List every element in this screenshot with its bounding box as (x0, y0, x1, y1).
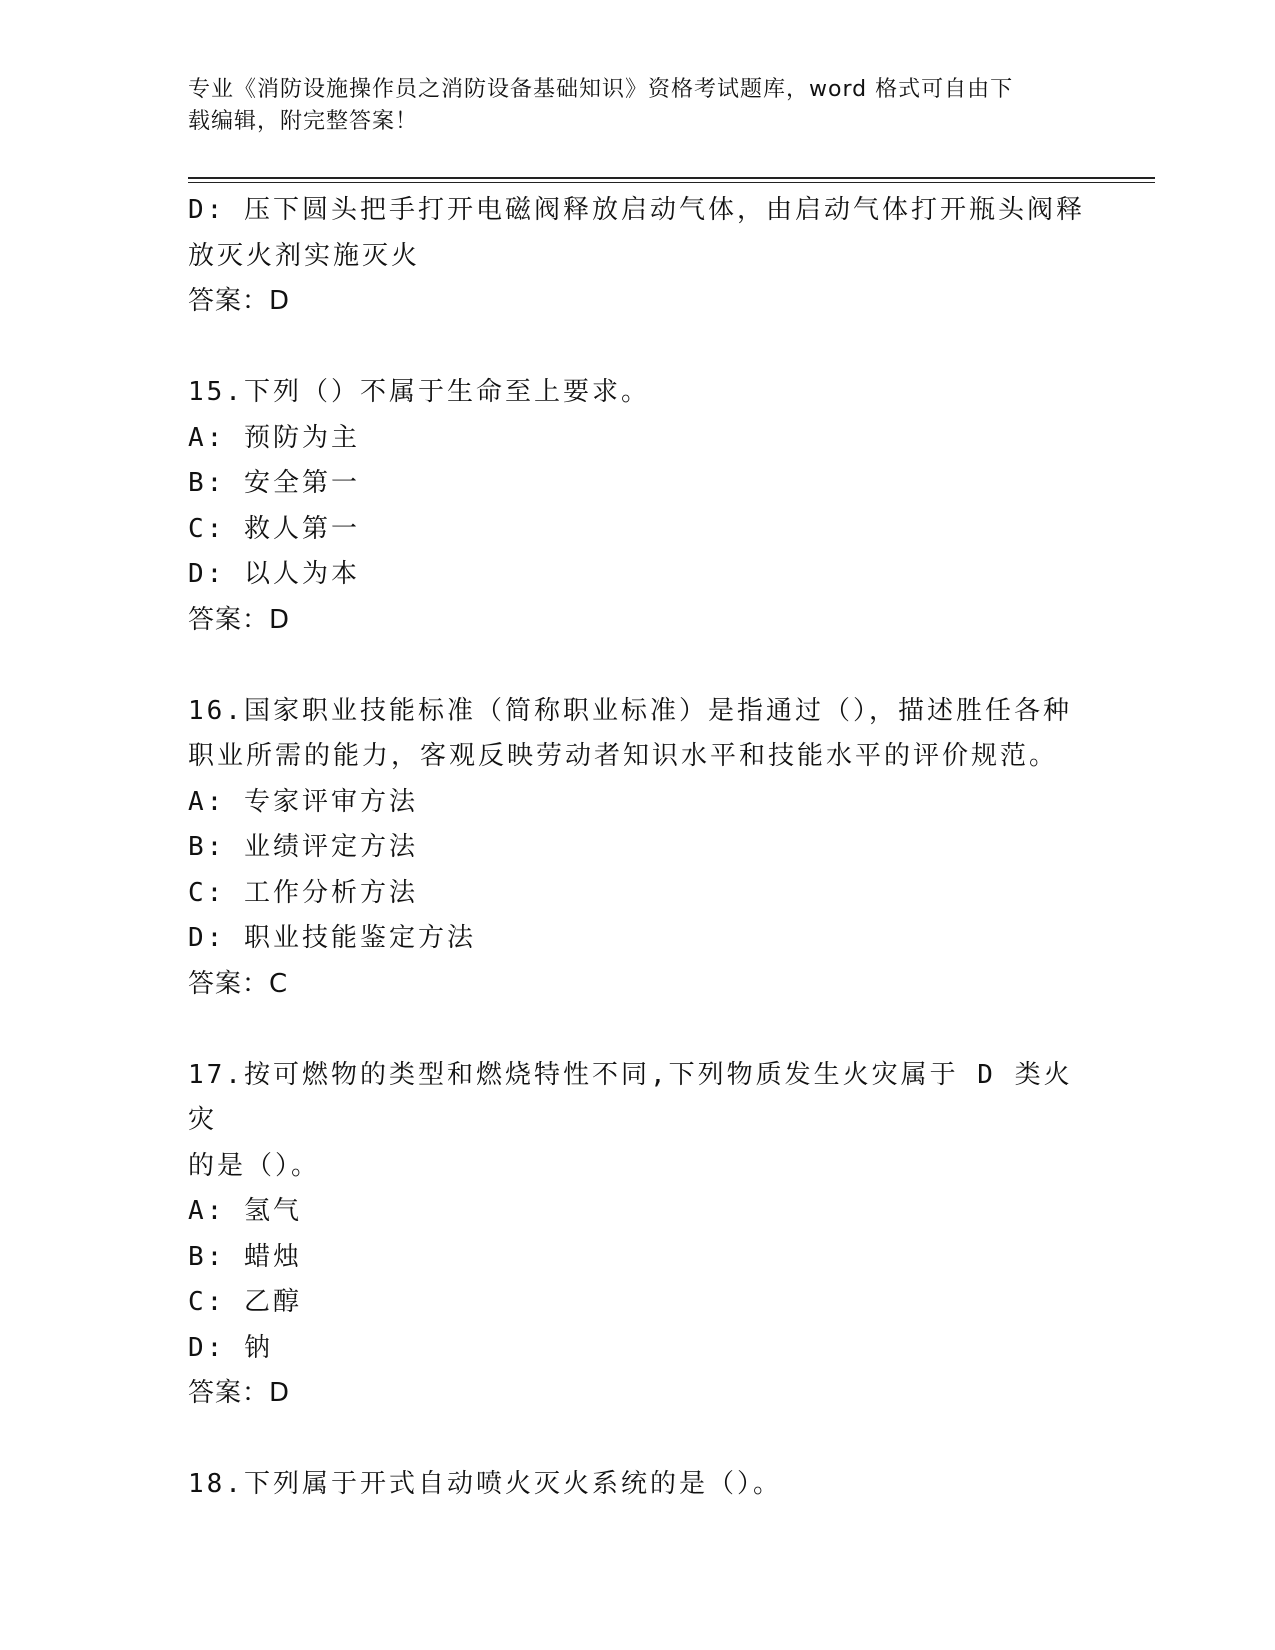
option-a: A: 氢气 (188, 1196, 302, 1226)
option-d: D: 钠 (188, 1332, 273, 1363)
spacer (188, 325, 1088, 371)
question-17 (188, 1053, 1088, 1417)
question-15 (188, 370, 1088, 643)
option-a: A: 预防为主 (188, 422, 360, 453)
spacer (188, 1417, 1088, 1463)
header-divider-thick (188, 177, 1155, 179)
question-stem-line-2: 的是（）。 (188, 1150, 321, 1181)
question-fragment (188, 188, 1088, 325)
header-divider-thin (188, 182, 1155, 183)
spacer (188, 643, 1088, 689)
answer-line: 答案：D (188, 286, 291, 316)
option-b: B: 蜡烛 (188, 1241, 302, 1272)
question-list (188, 188, 1088, 1508)
question-stem: 18.下列属于开式自动喷火灭火系统的是（）。 (188, 1469, 782, 1499)
question-18 (188, 1462, 1088, 1508)
question-stem-line-1: 17.按可燃物的类型和燃烧特性不同,下列物质发生火灾属于 D 类火灾 (188, 1059, 1073, 1135)
header-title-line-2: 载编辑，附完整答案！ (188, 109, 419, 134)
option-b: B: 安全第一 (188, 468, 360, 498)
answer-line: 答案：D (188, 604, 291, 635)
question-16 (188, 689, 1088, 1008)
answer-line: 答案：C (188, 968, 289, 999)
option-c: C: 救人第一 (188, 513, 360, 544)
option-d-line-2: 放灭火剂实施灭火 (188, 240, 421, 271)
answer-line: 答案：D (188, 1378, 291, 1408)
option-b: B: 业绩评定方法 (188, 832, 418, 862)
option-d: D: 职业技能鉴定方法 (188, 923, 476, 953)
option-c: C: 乙醇 (188, 1287, 302, 1317)
option-d-line-1: D: 压下圆头把手打开电磁阀释放启动气体，由启动气体打开瓶头阀释 (188, 195, 1085, 225)
option-c: C: 工作分析方法 (188, 877, 418, 908)
option-d: D: 以人为本 (188, 559, 360, 589)
question-stem-line-1: 16.国家职业技能标准（简称职业标准）是指通过（），描述胜任各种 (188, 695, 1072, 726)
spacer (188, 1007, 1088, 1053)
document-header (188, 74, 1068, 138)
option-a: A: 专家评审方法 (188, 786, 418, 817)
header-title-line-1: 专业《消防设施操作员之消防设备基础知识》资格考试题库，word 格式可自由下 (188, 77, 1014, 102)
question-stem: 15.下列（）不属于生命至上要求。 (188, 377, 650, 407)
question-stem-line-2: 职业所需的能力，客观反映劳动者知识水平和技能水平的评价规范。 (188, 741, 1059, 771)
